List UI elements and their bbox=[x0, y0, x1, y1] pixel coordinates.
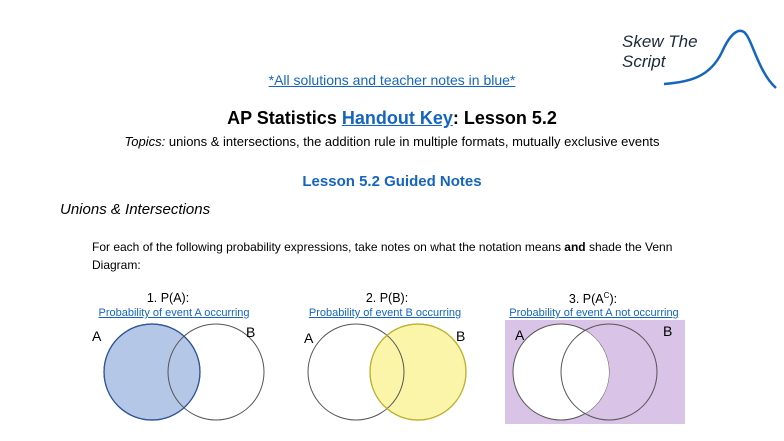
item-3-label bbox=[493, 291, 693, 306]
item-1-label: 1. P(A): bbox=[146, 291, 190, 305]
item-1-desc: Probability of event A occurring bbox=[98, 307, 250, 319]
venn-3-label-b: B bbox=[663, 323, 673, 339]
title-suffix: : Lesson 5.2 bbox=[452, 108, 557, 128]
venn-1-label-a: A bbox=[92, 328, 102, 344]
venn-2-label-b: B bbox=[456, 328, 466, 344]
item-3-label-sup: C bbox=[603, 291, 610, 300]
venn-2-label-a: A bbox=[304, 330, 314, 346]
venn-1-label-b: B bbox=[246, 324, 256, 340]
instructions-after: shade the Venn Diagram: bbox=[92, 240, 673, 272]
guided-notes-heading: Lesson 5.2 Guided Notes bbox=[302, 173, 482, 190]
solutions-banner: *All solutions and teacher notes in blue* bbox=[268, 72, 516, 88]
item-3-label-prefix: 3. P(A bbox=[568, 292, 604, 307]
venn-3-label-a: A bbox=[515, 327, 525, 343]
item-2-desc: Probability of event B occurring bbox=[308, 307, 462, 319]
venn-diagram-1 bbox=[90, 323, 280, 423]
instructions-bold: and bbox=[564, 240, 586, 254]
logo-line1: Skew The bbox=[622, 32, 698, 51]
handout-key-link[interactable]: Handout Key bbox=[341, 108, 453, 128]
topics-label: Topics: bbox=[124, 134, 166, 149]
logo-line2: Script bbox=[622, 52, 666, 71]
title-prefix: AP Statistics bbox=[227, 108, 342, 128]
item-3-desc: Probability of event A not occurring bbox=[509, 307, 679, 319]
topics-text: unions & intersections, the addition rule in multiple formats, mutually exclusive events bbox=[165, 134, 660, 149]
section-heading: Unions & Intersections bbox=[60, 201, 211, 218]
item-3-label-suffix: ): bbox=[609, 292, 618, 307]
topics-line bbox=[0, 134, 784, 149]
page-title bbox=[0, 108, 784, 129]
item-2-label: 2. P(B): bbox=[365, 291, 409, 305]
venn-diagram-3 bbox=[505, 320, 685, 424]
instructions bbox=[92, 238, 702, 274]
venn-diagram-2 bbox=[300, 323, 490, 423]
instructions-before: For each of the following probability expressions, take notes on what the notation means bbox=[92, 240, 565, 254]
